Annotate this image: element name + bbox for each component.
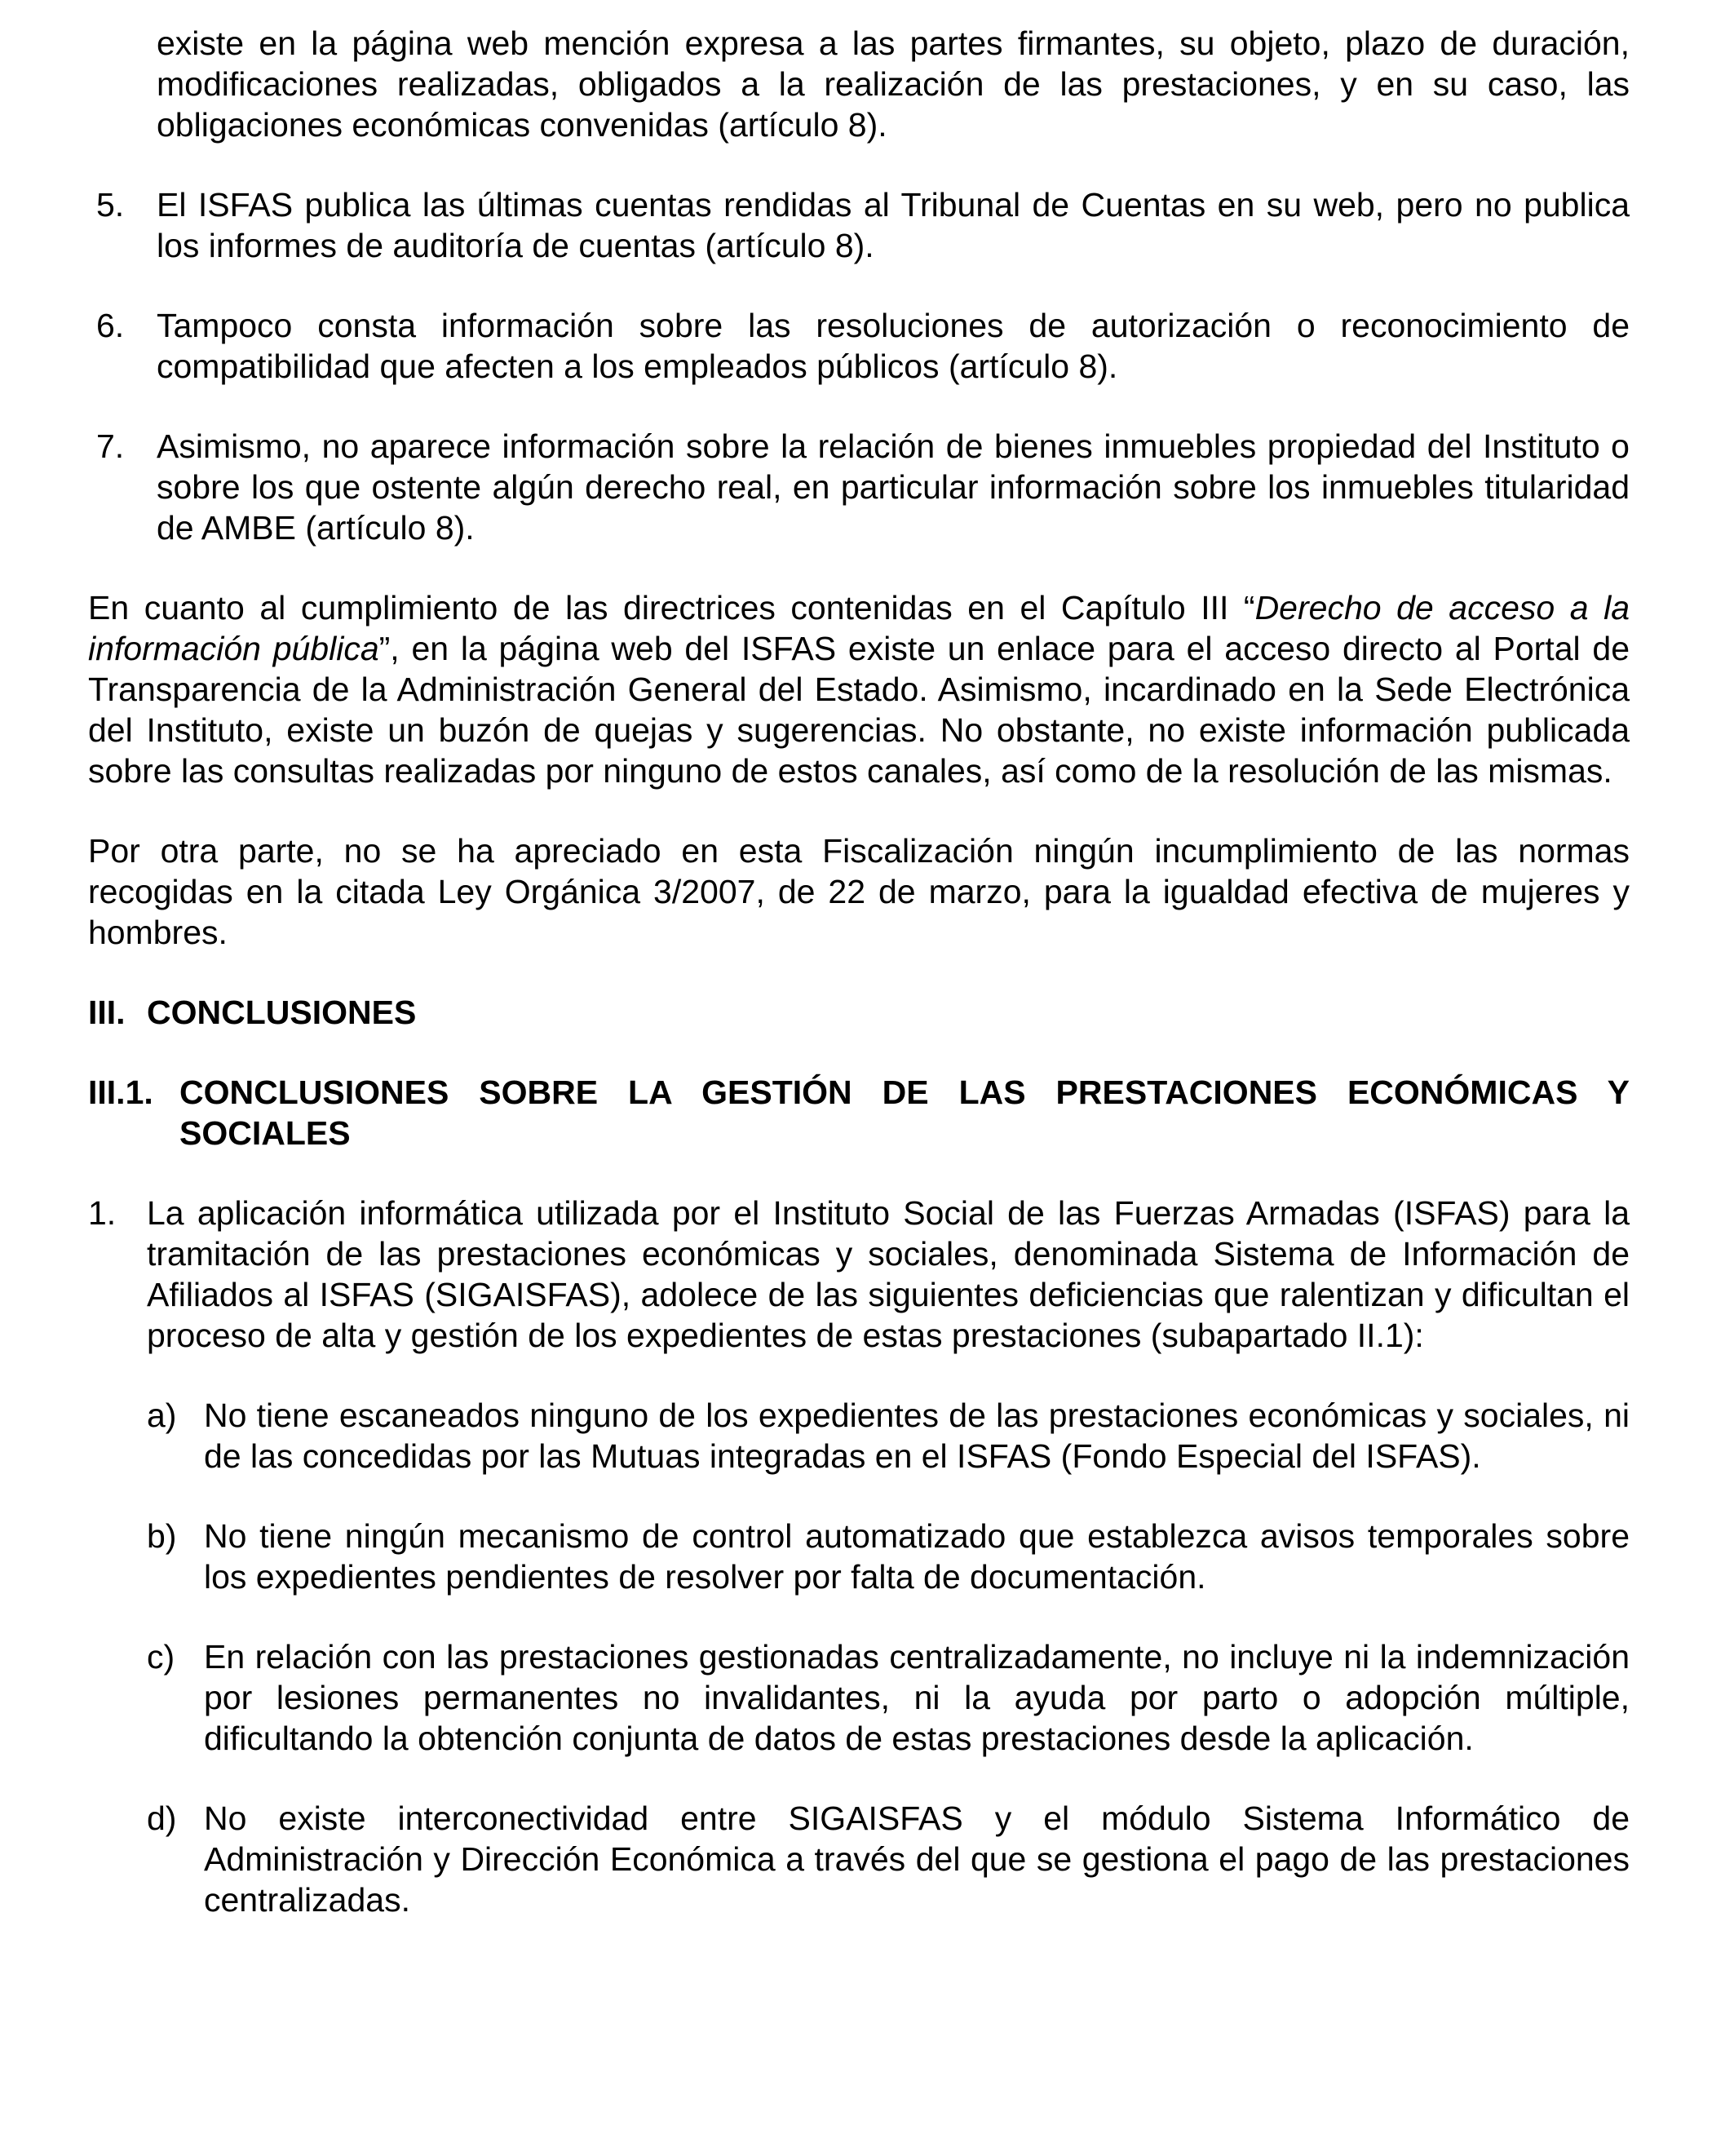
sub-list-item	[88, 1798, 1630, 1920]
section-heading	[88, 992, 1630, 1033]
conclusion-number: 1.	[88, 1194, 117, 1232]
sub-list-item	[88, 1636, 1630, 1759]
sub-list-item-letter: c)	[147, 1638, 175, 1676]
equality-paragraph: Por otra parte, no se ha apreciado en esta Fiscalización ningún incumplimiento de las normas recogidas en la citada Ley Orgánica 3/2007, de 22 de marzo, para la igualdad efectiva de mujeres y hombres.	[88, 832, 1630, 951]
sub-list-item-text: No tiene ningún mecanismo de control automatizado que establezca avisos temporales sobre los expedientes pendientes de resolver por falta de documentación.	[204, 1517, 1630, 1596]
chapter-title-italic: Derecho de acceso a la información pública	[88, 589, 1630, 667]
sub-list-item-letter: d)	[147, 1800, 177, 1837]
section-title: CONCLUSIONES	[147, 994, 417, 1031]
transparency-text-after: ”, en la página web del ISFAS existe un enlace para el acceso directo al Portal de Transparencia de la Administración General del Estado. Asimismo, incardinado en la Sede Electrónica del Instituto, existe un buzón de quejas y sugerencias. No obstante, no existe información publicada sobre las consultas realizadas por ninguno de estos canales, así como de la resolución de las mismas.	[88, 630, 1630, 790]
list-item	[88, 305, 1630, 387]
subsection-heading	[88, 1072, 1630, 1153]
sub-list-item-text: No existe interconectividad entre SIGAISFAS y el módulo Sistema Informático de Administración y Dirección Económica a través del que se gestiona el pago de las prestaciones centralizadas.	[204, 1800, 1630, 1919]
list-item-number: 7.	[96, 427, 125, 465]
conclusion-item	[88, 1193, 1630, 1356]
list-item-text: Tampoco consta información sobre las resoluciones de autorización o reconocimiento de compatibilidad que afecten a los empleados públicos (artículo 8).	[157, 307, 1630, 385]
conclusion-text: La aplicación informática utilizada por el Instituto Social de las Fuerzas Armadas (ISFAS) para la tramitación de las prestaciones económicas y sociales, denominada Sistema de Información de Afiliados al ISFAS (SIGAISFAS), adolece de las siguientes deficiencias que ralentizan y dificultan el proceso de alta y gestión de los expedientes de estas prestaciones (subapartado II.1):	[147, 1194, 1630, 1354]
subsection-title: CONCLUSIONES SOBRE LA GESTIÓN DE LAS PRESTACIONES ECONÓMICAS Y SOCIALES	[179, 1074, 1630, 1152]
transparency-text-before: En cuanto al cumplimiento de las directrices contenidas en el Capítulo III “	[88, 589, 1255, 626]
continued-paragraph: existe en la página web mención expresa a las partes firmantes, su objeto, plazo de duración, modificaciones realizadas, obligados a la realización de las prestaciones, y en su caso, las obligaciones económicas convenidas (artículo 8).	[157, 24, 1630, 144]
list-item-text: El ISFAS publica las últimas cuentas rendidas al Tribunal de Cuentas en su web, pero no publica los informes de auditoría de cuentas (artículo 8).	[157, 186, 1630, 264]
sub-list-item	[88, 1395, 1630, 1476]
sub-list-item-text: No tiene escaneados ninguno de los expedientes de las prestaciones económicas y sociales, ni de las concedidas por las Mutuas integradas en el ISFAS (Fondo Especial del ISFAS).	[204, 1397, 1630, 1475]
list-item	[88, 426, 1630, 548]
sub-list-item-text: En relación con las prestaciones gestionadas centralizadamente, no incluye ni la indemnización por lesiones permanentes no invalidantes, ni la ayuda por parto o adopción múltiple, dificultando la obtención conjunta de datos de estas prestaciones desde la aplicación.	[204, 1638, 1630, 1757]
document-page	[88, 23, 1630, 1959]
sub-list-item-letter: a)	[147, 1397, 177, 1434]
list-item-number: 5.	[96, 186, 125, 224]
list-item	[88, 184, 1630, 266]
section-number: III.	[88, 994, 126, 1031]
transparency-paragraph	[88, 587, 1630, 791]
list-item-text: Asimismo, no aparece información sobre la relación de bienes inmuebles propiedad del Instituto o sobre los que ostente algún derecho real, en particular información sobre los inmuebles titularidad de AMBE (artículo 8).	[157, 427, 1630, 547]
subsection-number: III.1.	[88, 1074, 153, 1111]
list-item-number: 6.	[96, 307, 125, 344]
sub-list-item	[88, 1516, 1630, 1597]
sub-list-item-letter: b)	[147, 1517, 177, 1555]
